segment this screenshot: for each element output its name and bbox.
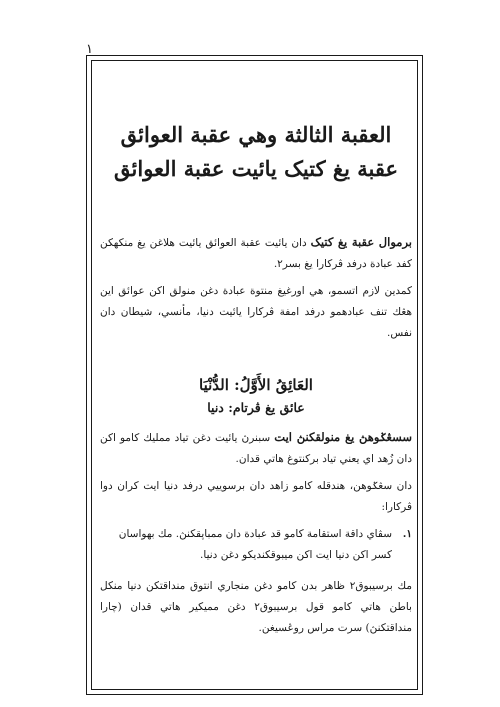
section-subtitle: عائق يغ ڤرتام: دنيا <box>207 400 305 415</box>
chapter-title-arabic: العقبة الثالثة وهي عقبة العوائق <box>120 122 392 147</box>
intro-paragraph-2: كمدين لازم اتسمو، هي اورغيغ منتوة عبادة دغن منولق اكن عوائق اين هڠك تنف عبادهمو درفد امفة ڤركارا يائيت دنيا، مأنسي، شيطان دان نفس. <box>100 285 412 339</box>
body-paragraph-3: مك برسيبوق٢ ظاهر بدن كامو دغن منجاري انتوق منداقتكن دنيا منكل باطن هاتي كامو قول برسيبوق٢ دغن مميكير هاتي قدان (چارا منداقتكنڽ) سرت مراس روڠسيغن. <box>100 580 413 634</box>
intro-paragraph-1 <box>100 232 412 275</box>
intro-lead: برموال عقبة يغ کتيک <box>310 235 412 249</box>
body-paragraph-1 <box>100 427 412 470</box>
list-number: ١. <box>402 528 412 540</box>
body-paragraph-2: دان سڠݢوهن، هندقله كامو زاهد دان برسوييي درفد دنيا ايت كران دوا ڤركارا: <box>100 480 412 513</box>
list-text: سڤاي داقة استقامة كامو قد عبادة دان ممباڽقكنڽ. مك بهواسان كسر اكن دنيا ايت اكن ميبوقكنديكو دغن دنيا. <box>118 528 392 561</box>
chapter-title-jawi: عقبة يغ کتيک يائيت عقبة العوائق <box>114 156 398 181</box>
page-content <box>100 118 412 645</box>
body-lead: سسڠݢوهڽ يغ منولقكنڽ ايت <box>274 430 412 444</box>
section-title: العَائِقُ الأَوَّلُ: الدُّنْيَا <box>199 376 313 394</box>
list-item <box>100 524 412 566</box>
intro-text: دان يائيت عقبة العوائق يائيت هلاغن يغ منكهكن كفد عبادة درفد ڤركارا يغ بسر٢. <box>100 237 412 270</box>
body-text: سبنرڽ يائيت دغن تياد ممليك كامو اكن دان زُهد اي يعني تياد برکنتوغ هاتي قدان. <box>100 432 412 465</box>
page-number: ١ <box>86 42 93 57</box>
